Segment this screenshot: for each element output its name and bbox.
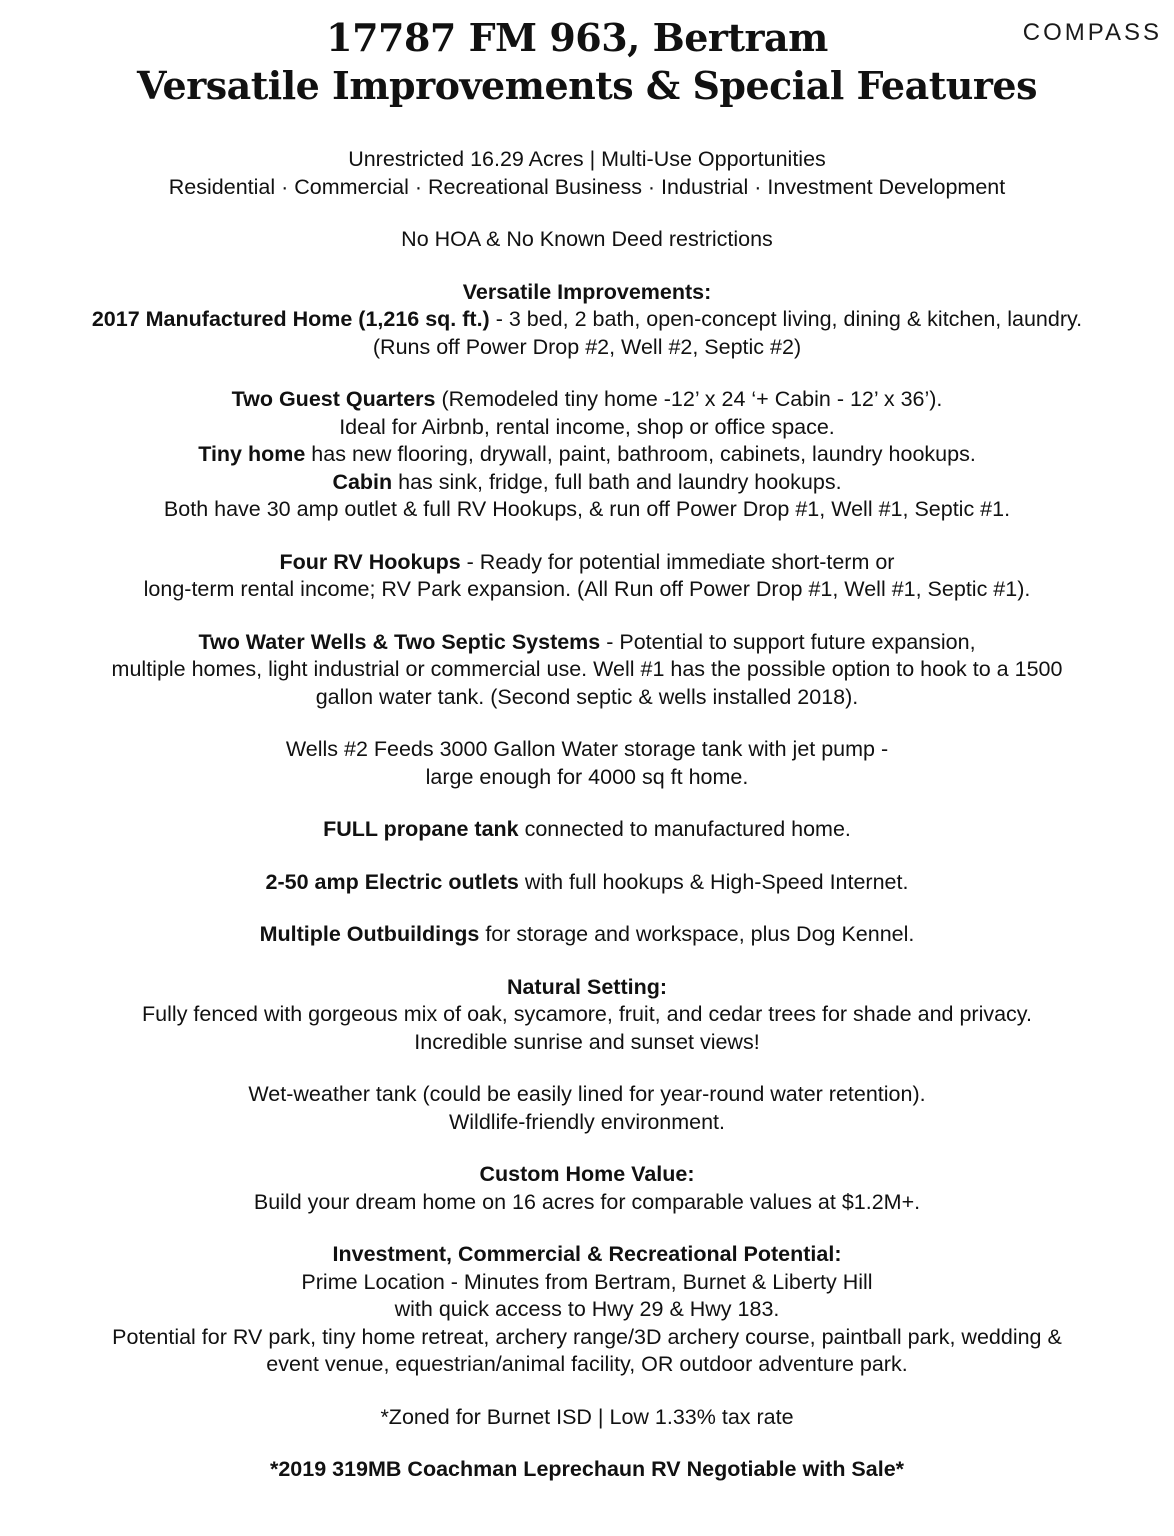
page-subtitle: Versatile Improvements & Special Features <box>137 63 1037 108</box>
investment-line2: with quick access to Hwy 29 & Hwy 183. <box>394 1297 780 1321</box>
cabin-text: has sink, fridge, full bath and laundry hookups. <box>392 469 842 494</box>
wet-weather-line1: Wet-weather tank (could be easily lined for year-round water retention). <box>248 1082 926 1106</box>
outbuildings-label: Multiple Outbuildings <box>259 922 480 946</box>
rv-negotiable-note: *2019 319MB Coachman Leprechaun RV Negotiable with Sale* <box>269 1457 905 1481</box>
wells-septic-text: - Potential to support future expansion, <box>600 629 976 654</box>
guest-quarters-label: Two Guest Quarters <box>231 387 436 411</box>
manufactured-home-text: - 3 bed, 2 bath, open-concept living, dining & kitchen, laundry. <box>489 307 1083 331</box>
natural-setting-heading: Natural Setting: <box>506 974 668 999</box>
acreage-line: Unrestricted 16.29 Acres | Multi-Use Opportunities <box>348 147 826 171</box>
electric-text: with full hookups & High-Speed Internet. <box>518 869 909 894</box>
natural-setting-line1: Fully fenced with gorgeous mix of oak, sycamore, fruit, and cedar trees for shade and privacy. <box>142 1002 1032 1026</box>
manufactured-home-utilities: (Runs off Power Drop #2, Well #2, Septic #2) <box>372 334 802 359</box>
tiny-home-text: has new flooring, drywall, paint, bathroom, cabinets, laundry hookups. <box>305 442 976 466</box>
rv-hookups-text: - Ready for potential immediate short-term or <box>460 549 895 574</box>
page-title: 17787 FM 963, Bertram <box>326 15 828 60</box>
uses-line: Residential · Commercial · Recreational Business · Industrial · Investment Development <box>168 174 1006 199</box>
investment-line3: Potential for RV park, tiny home retreat, archery range/3D archery course, paintball park, wedding & <box>112 1324 1062 1349</box>
tiny-home-line <box>0 441 1174 469</box>
wells-septic-line2: multiple homes, light industrial or commercial use. Well #1 has the possible option to hook to a 1500 <box>111 657 1063 681</box>
outbuildings-line <box>0 921 1174 949</box>
guest-quarters-uses: Ideal for Airbnb, rental income, shop or office space. <box>339 414 835 439</box>
wells-septic-label: Two Water Wells & Two Septic Systems <box>198 629 601 654</box>
investment-heading: Investment, Commercial & Recreational Potential: <box>332 1242 842 1266</box>
investment-line1: Prime Location - Minutes from Bertram, Burnet & Liberty Hill <box>301 1269 873 1294</box>
custom-home-heading: Custom Home Value: <box>479 1162 695 1186</box>
propane-text: connected to manufactured home. <box>518 817 851 841</box>
guest-quarters-utilities: Both have 30 amp outlet & full RV Hookups, & run off Power Drop #1, Well #1, Septic #1. <box>163 497 1011 521</box>
zoning-line: *Zoned for Burnet ISD | Low 1.33% tax rate <box>380 1404 794 1429</box>
cabin-label: Cabin <box>332 469 393 494</box>
tiny-home-label: Tiny home <box>198 442 306 466</box>
wet-weather-line2: Wildlife-friendly environment. <box>448 1109 725 1134</box>
propane-label: FULL propane tank <box>323 817 519 841</box>
guest-quarters-text: (Remodeled tiny home -12’ x 24 ‘+ Cabin - 12’ x 36’). <box>435 387 943 411</box>
manufactured-home-line <box>0 306 1174 334</box>
propane-line <box>0 816 1174 844</box>
electric-line <box>0 869 1174 897</box>
investment-line4: event venue, equestrian/animal facility, OR outdoor adventure park. <box>266 1352 908 1376</box>
versatile-heading: Versatile Improvements: <box>462 279 712 304</box>
electric-label: 2-50 amp Electric outlets <box>265 869 519 894</box>
rv-hookups-line2: long-term rental income; RV Park expansion. (All Run off Power Drop #1, Well #1, Septic #1). <box>143 577 1031 601</box>
wells-septic-line3: gallon water tank. (Second septic & wells installed 2018). <box>315 684 859 709</box>
natural-setting-line2: Incredible sunrise and sunset views! <box>414 1029 760 1054</box>
custom-home-line: Build your dream home on 16 acres for comparable values at $1.2M+. <box>253 1189 921 1214</box>
rv-hookups-line <box>0 549 1174 577</box>
storage-tank-line2: large enough for 4000 sq ft home. <box>425 764 749 789</box>
guest-quarters-line <box>0 386 1174 414</box>
rv-hookups-label: Four RV Hookups <box>279 549 461 574</box>
compass-logo: COMPASS <box>1022 19 1162 46</box>
manufactured-home-label: 2017 Manufactured Home (1,216 sq. ft.) <box>91 307 490 331</box>
cabin-line <box>0 469 1174 497</box>
feature-list <box>0 146 1174 1484</box>
outbuildings-text: for storage and workspace, plus Dog Kennel. <box>479 922 915 946</box>
wells-septic-line <box>0 629 1174 657</box>
hoa-line: No HOA & No Known Deed restrictions <box>401 227 773 251</box>
storage-tank-line1: Wells #2 Feeds 3000 Gallon Water storage tank with jet pump - <box>285 737 889 761</box>
